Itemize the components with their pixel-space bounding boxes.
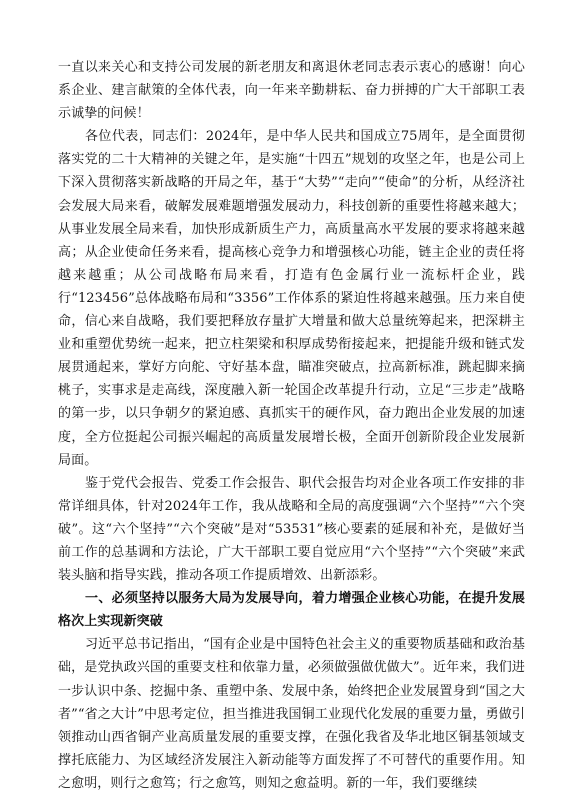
paragraph-six-adherences: 鉴于党代会报告、党委工作会报告、职代会报告均对企业各项工作安排的非常详细具体，针对2024年工作，我从战略和全局的高度强调“六个坚持”“六个突破”。这“六个坚持”“六个突破”是对“53531”核心要素的延展和补充，是做好当前工作的总基调和方法论，广大干部职工要自觉应用“六个坚持”“六个突破”来武装头脑和指导实践，推动各项工作提质增效、出新添彩。 xyxy=(58,475,525,584)
paragraph-closing-thanks: 一直以来关心和支持公司发展的新老朋友和离退休老同志表示衷心的感谢！向心系企业、建言献策的全体代表，向一年来辛勤耕耘、奋力拼搏的广大干部职工表示诚挚的问候！ xyxy=(58,60,525,122)
section-heading-one: 一、必须坚持以服务大局为发展导向，着力增强企业核心功能，在提升发展格次上实现新突破 xyxy=(58,591,525,630)
paragraph-2024-context: 各位代表，同志们：2024年，是中华人民共和国成立75周年，是全面贯彻落实党的二十大精神的关键之年，是实施“十四五”规划的攻坚之年，也是公司上下深入贯彻落实新战略的开局之年，基于“大势”“走向”“使命”的分析，从经济社会发展大局来看，破解发展难题增强发展动力，科技创新的重要性将越来越大；从事业发展全局来看，加快形成新质生产力，高质量高水平发展的要求将越来越高；从企业使命任务来看，提高核心竞争力和增强核心功能，链主企业的责任将越来越重；从公司战略布局来看，打造有色金属行业一流标杆企业，践行“123456”总体战略布局和“3356”工作体系的紧迫性将越来越强。压力来自使命，信心来自战略，我们要把释放存量扩大增量和做大总量统筹起来，把深耕主业和重塑优势统一起来，把立柱架梁和积厚成势衔接起来，把提能升级和链式发展贯通起来，掌好方向舵、守好基本盘，瞄准突破点，拉高新标准，跳起脚来摘桃子，实事求是走高线，深度融入新一轮国企改革提升行动，立足“三步走”战略的第一步，以只争朝夕的紧迫感、真抓实干的硬作风，奋力跑出企业发展的加速度，全方位挺起公司振兴崛起的高质量发展增长极，全面开创新阶段企业发展新局面。 xyxy=(58,129,525,468)
paragraph-state-enterprise: 习近平总书记指出，“国有企业是中国特色社会主义的重要物质基础和政治基础，是党执政兴国的重要支柱和依靠力量，必须做强做优做大”。近年来，我们进一步认识中条、挖掘中条、重塑中条、发展中条，始终把企业发展置身到“国之大者”“省之大计”中思考定位，担当推进我国铜工业现代化发展的重要力量，勇做引领推动山西省铜产业高质量发展的重要支撑，在强化我省及华北地区铜基领域支撑托底能力、为区域经济发展注入新动能等方面发挥了不可替代的重要作用。知之愈明，则行之愈笃；行之愈笃，则知之愈益明。新的一年，我们要继续 xyxy=(58,637,525,791)
